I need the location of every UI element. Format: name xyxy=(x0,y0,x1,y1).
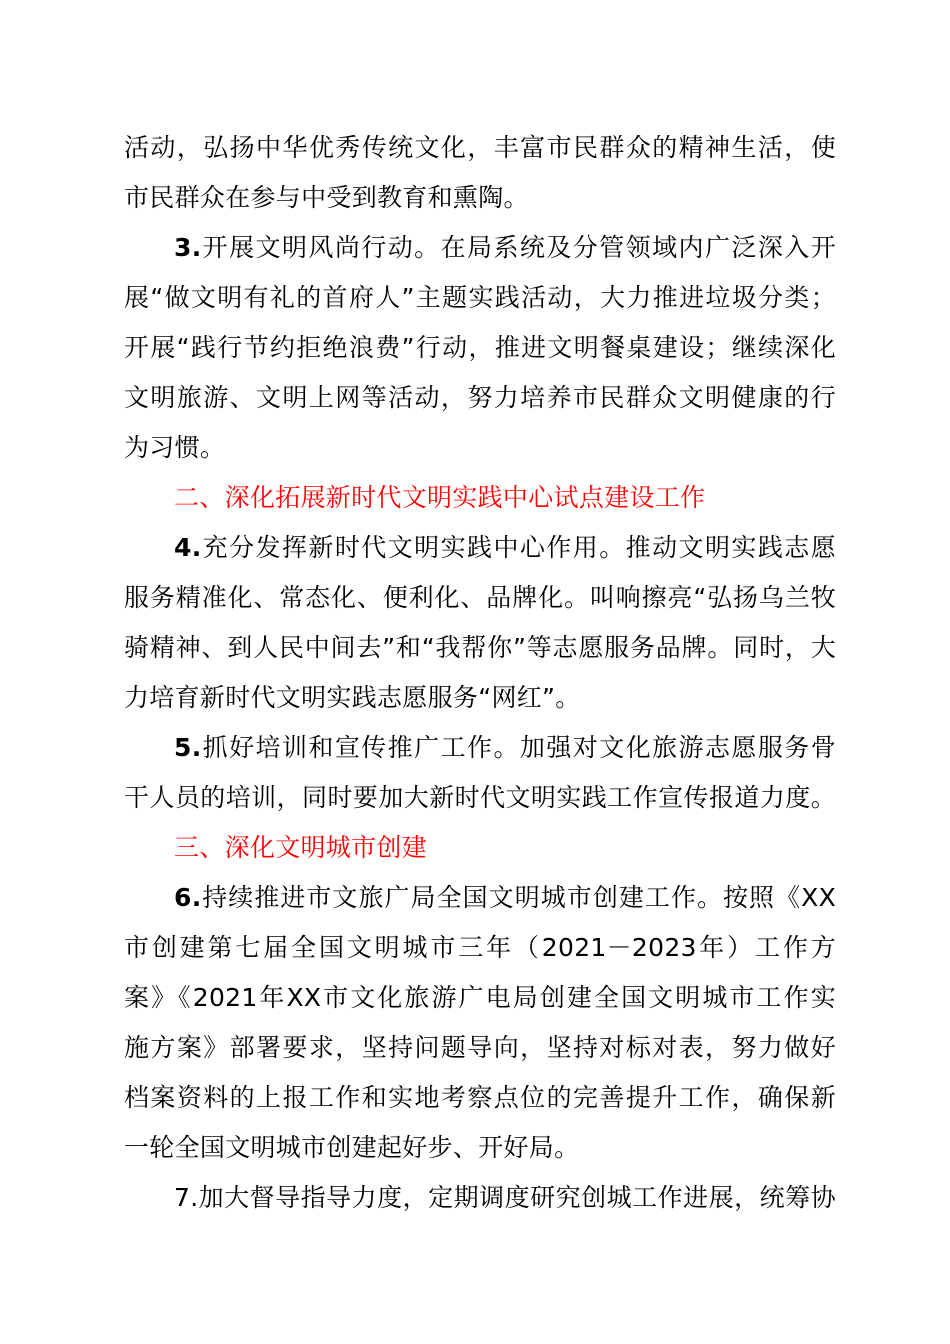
item-5-number: 5. xyxy=(174,733,202,762)
line-text: 文明旅游、文明上网等活动，努力培养市民群众文明健康的行 xyxy=(124,383,836,412)
line-text: 开展“践行节约拒绝浪费”行动，推进文明餐桌建设；继续深化 xyxy=(124,333,836,362)
line-text: 为习惯。 xyxy=(124,433,226,462)
item-7-first-line xyxy=(174,1178,836,1218)
item-6-number: 6. xyxy=(174,883,202,912)
line-text: 持续推进市文旅广局全国文明城市创建工作。按照《XX xyxy=(201,883,836,912)
line-text: 开展文明风尚行动。在局系统及分管领域内广泛深入开 xyxy=(201,233,836,262)
item-4-first-line xyxy=(174,528,836,568)
body-line xyxy=(124,928,836,968)
line-text: 市民群众在参与中受到教育和熏陶。 xyxy=(124,183,529,212)
body-line xyxy=(124,178,836,218)
line-text: 活动，弘扬中华优秀传统文化，丰富市民群众的精神生活，使 xyxy=(124,133,836,162)
line-text: 服务精准化、常态化、便利化、品牌化。叫响擦亮“弘扬乌兰牧 xyxy=(124,583,836,612)
item-4-number: 4. xyxy=(174,533,202,562)
body-line xyxy=(124,628,836,668)
line-text: 力培育新时代文明实践志愿服务“网红”。 xyxy=(124,683,581,712)
line-text: 展“做文明有礼的首府人”主题实践活动，大力推进垃圾分类； xyxy=(124,283,836,312)
body-line xyxy=(124,1128,836,1168)
line-text: 干人员的培训，同时要加大新时代文明实践工作宣传报道力度。 xyxy=(124,783,836,812)
body-line xyxy=(124,128,836,168)
body-line xyxy=(124,578,836,618)
body-line xyxy=(124,1078,836,1118)
body-line xyxy=(124,778,836,818)
line-text: 案》《2021年XX市文化旅游广电局创建全国文明城市工作实 xyxy=(124,983,836,1012)
line-text: 档案资料的上报工作和实地考察点位的完善提升工作，确保新 xyxy=(124,1083,836,1112)
line-text: 施方案》部署要求，坚持问题导向，坚持对标对表，努力做好 xyxy=(124,1033,836,1062)
item-3-number: 3. xyxy=(174,233,202,262)
body-line xyxy=(124,978,836,1018)
line-text: 充分发挥新时代文明实践中心作用。推动文明实践志愿 xyxy=(201,533,836,562)
line-text: 一轮全国文明城市创建起好步、开好局。 xyxy=(124,1133,580,1162)
section-heading-2 xyxy=(174,478,705,518)
line-text: 市创建第七届全国文明城市三年（2021－2023年）工作方 xyxy=(124,933,836,962)
body-line xyxy=(124,1028,836,1068)
item-3-first-line xyxy=(174,228,836,268)
body-line xyxy=(124,278,836,318)
line-text: 抓好培训和宣传推广工作。加强对文化旅游志愿服务骨 xyxy=(201,733,836,762)
body-line xyxy=(124,428,836,468)
section-heading-3 xyxy=(174,828,427,868)
heading-text: 二、深化拓展新时代文明实践中心试点建设工作 xyxy=(174,483,706,512)
body-line xyxy=(124,378,836,418)
line-text: 骑精神、到人民中间去”和“我帮你”等志愿服务品牌。同时，大 xyxy=(124,633,836,662)
item-6-first-line xyxy=(174,878,836,918)
body-line xyxy=(124,678,836,718)
item-5-first-line xyxy=(174,728,836,768)
line-text: 7.加大督导指导力度，定期调度研究创城工作进展，统筹协 xyxy=(174,1183,836,1212)
heading-text: 三、深化文明城市创建 xyxy=(174,833,428,862)
body-line xyxy=(124,328,836,368)
